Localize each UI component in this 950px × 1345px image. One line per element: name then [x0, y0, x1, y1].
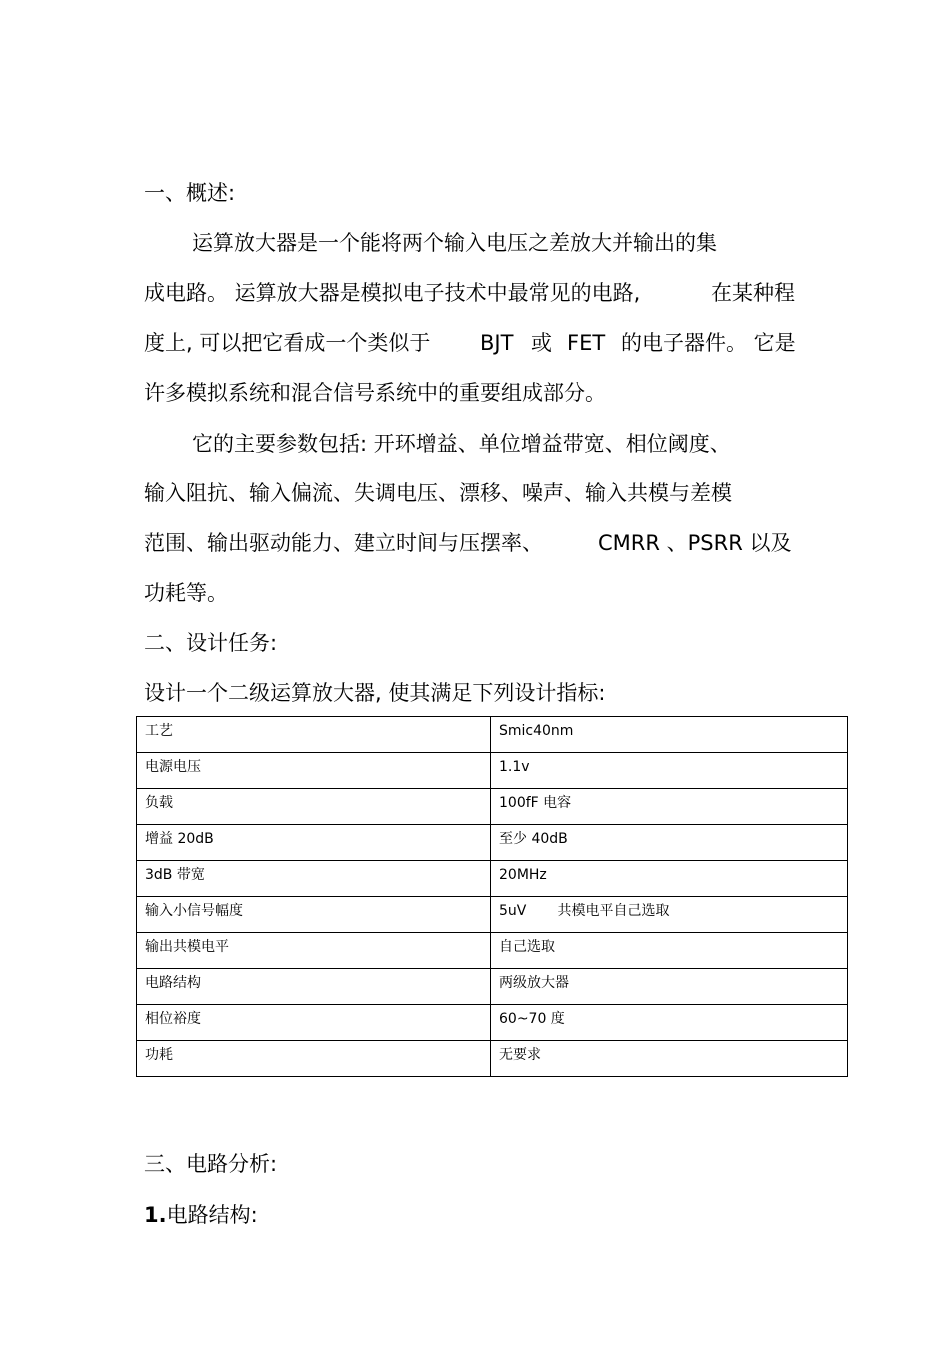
paragraph-line: 的电子器件。 它是: [621, 331, 796, 355]
spec-value-cell: 100fF 电容: [491, 789, 848, 825]
table-row: [137, 717, 848, 753]
design-spec-table: [136, 716, 848, 1077]
spec-label-cell: 3dB 带宽: [137, 861, 491, 897]
paragraph-line: 在某种程: [711, 281, 795, 305]
spec-value-cell: 无要求: [491, 1041, 848, 1077]
paragraph-term-fet: FET: [567, 331, 606, 355]
spec-label-cell: 输出共模电平: [137, 933, 491, 969]
table-row: [137, 969, 848, 1005]
design-task-intro: 设计一个二级运算放大器, 使其满足下列设计指标:: [144, 681, 606, 705]
spec-label-cell: 增益 20dB: [137, 825, 491, 861]
spec-label-cell: 功耗: [137, 1041, 491, 1077]
spec-value-cell: 60~70 度: [491, 1005, 848, 1041]
spec-value-cell: 1.1v: [491, 753, 848, 789]
paragraph-line: CMRR 、PSRR 以及: [598, 531, 792, 555]
paragraph-line: 成电路。 运算放大器是模拟电子技术中最常见的电路,: [144, 281, 641, 305]
table-row: [137, 825, 848, 861]
spec-value-cell: Smic40nm: [491, 717, 848, 753]
table-row: [137, 753, 848, 789]
paragraph-term-bjt: BJT: [480, 331, 514, 355]
paragraph-line: 度上, 可以把它看成一个类似于: [144, 331, 431, 355]
table-row: [137, 1041, 848, 1077]
paragraph-line: 它的主要参数包括: 开环增益、单位增益带宽、相位阈度、: [192, 432, 731, 456]
paragraph-word-or: 或: [531, 331, 552, 355]
spec-label-cell: 输入小信号幅度: [137, 897, 491, 933]
table-row: [137, 933, 848, 969]
spec-value-cell: 两级放大器: [491, 969, 848, 1005]
spec-label-cell: 工艺: [137, 717, 491, 753]
subsection-title: 电路结构:: [166, 1203, 258, 1227]
section-heading-overview: 一、概述:: [144, 181, 236, 205]
spec-label-cell: 电源电压: [137, 753, 491, 789]
subsection-number: 1.: [144, 1203, 167, 1227]
spec-value-cell: 20MHz: [491, 861, 848, 897]
spec-label-cell: 负载: [137, 789, 491, 825]
spec-value-cell: 至少 40dB: [491, 825, 848, 861]
paragraph-line: 输入阻抗、输入偏流、失调电压、漂移、噪声、输入共模与差模: [144, 481, 732, 505]
spec-value-cell: 5uV 共模电平自己选取: [491, 897, 848, 933]
subsection-heading-circuit-structure: [144, 1202, 258, 1228]
spec-label-cell: 相位裕度: [137, 1005, 491, 1041]
paragraph-line: 范围、输出驱动能力、建立时间与压摆率、: [144, 531, 543, 555]
paragraph-line: 许多模拟系统和混合信号系统中的重要组成部分。: [144, 381, 606, 405]
paragraph-line: 功耗等。: [144, 581, 228, 605]
table-row: [137, 861, 848, 897]
spec-value-cell: 自己选取: [491, 933, 848, 969]
table-row: [137, 897, 848, 933]
section-heading-design-task: 二、设计任务:: [144, 631, 278, 655]
spec-label-cell: 电路结构: [137, 969, 491, 1005]
section-heading-circuit-analysis: 三、电路分析:: [144, 1152, 278, 1176]
paragraph-line: 运算放大器是一个能将两个输入电压之差放大并输出的集: [192, 231, 717, 255]
table-row: [137, 789, 848, 825]
table-row: [137, 1005, 848, 1041]
